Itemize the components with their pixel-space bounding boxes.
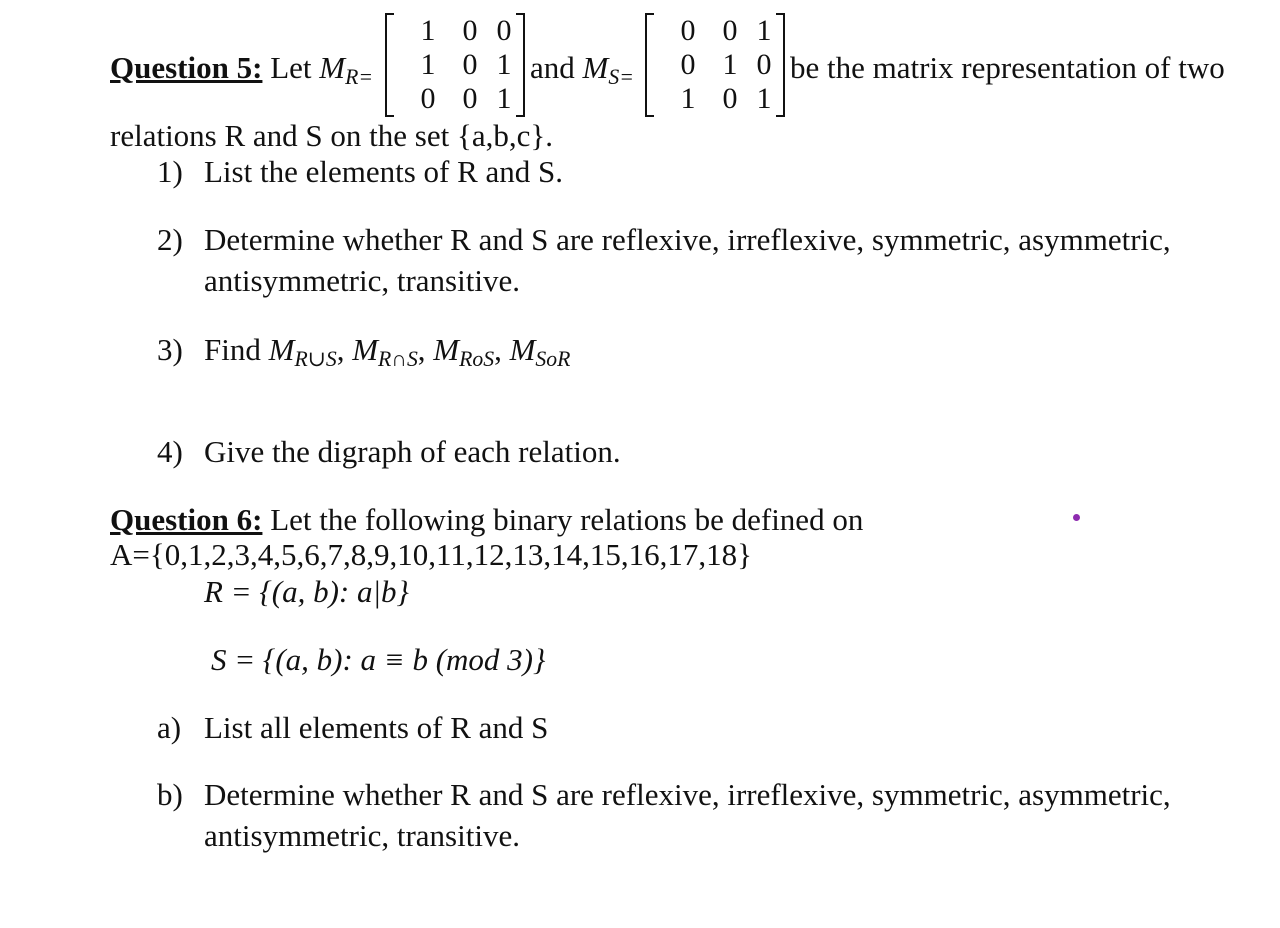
- q5-item-4-number: 4): [157, 434, 183, 469]
- q6-item-a-text: List all elements of R and S: [204, 710, 549, 745]
- question-6-intro: Let the following binary relations be defined on: [270, 502, 864, 537]
- matrix-r-cell: 0: [420, 82, 436, 115]
- q5-item-4-text: Give the digraph of each relation.: [204, 434, 621, 469]
- marker-dot: [1073, 514, 1080, 521]
- matrix-s-cell: 0: [680, 48, 696, 81]
- q6-item-b-text: Determine whether R and S are reflexive, irreflexive, symmetric, asymmetric,: [204, 777, 1171, 812]
- matrix-s-compose-r-subscript: SoR: [535, 347, 571, 372]
- matrix-r-symbol: M: [319, 50, 346, 85]
- matrix-union-subscript: R∪S: [294, 347, 337, 372]
- question-5-label: Question 5:: [110, 50, 263, 85]
- find-text: Find: [204, 332, 261, 367]
- q6-set-line: A={0,1,2,3,4,5,6,7,8,9,10,11,12,13,14,15,16,17,18}: [110, 537, 752, 572]
- matrix-s-right-bracket: [776, 13, 785, 117]
- matrix-intersection-symbol: M: [352, 332, 379, 367]
- q6-item-b-text-continued: antisymmetric, transitive.: [204, 818, 520, 853]
- matrix-s-symbol: M: [582, 50, 609, 85]
- matrix-s-left-bracket: [645, 13, 654, 117]
- matrix-r-cell: 1: [496, 82, 512, 115]
- matrix-r: [385, 14, 525, 120]
- q5-item-2-text-continued: antisymmetric, transitive.: [204, 263, 520, 298]
- separator: ,: [336, 332, 345, 367]
- matrix-r-compose-s-symbol: M: [433, 332, 460, 367]
- matrix-r-cell: 0: [462, 48, 478, 81]
- q5-item-2-number: 2): [157, 222, 183, 257]
- matrix-s-cell: 0: [722, 14, 738, 47]
- matrix-s-cell: 1: [722, 48, 738, 81]
- let-text: Let: [270, 50, 312, 85]
- matrix-r-subscript: R=: [345, 65, 373, 90]
- matrix-r-cell: 0: [496, 14, 512, 47]
- question-6-label: Question 6:: [110, 502, 263, 537]
- q5-set-line: relations R and S on the set {a,b,c}.: [110, 118, 554, 153]
- matrix-s-compose-r-symbol: M: [509, 332, 536, 367]
- matrix-r-compose-s-subscript: RoS: [459, 347, 495, 372]
- q5-item-2-text: Determine whether R and S are reflexive, irreflexive, symmetric, asymmetric,: [204, 222, 1171, 257]
- separator: ,: [494, 332, 502, 367]
- and-ms-label: [530, 50, 634, 90]
- matrix-s: [645, 14, 785, 120]
- q6-item-b-number: b): [157, 777, 183, 812]
- matrix-r-cell: 1: [420, 48, 436, 81]
- q5-item-3-text: [204, 332, 571, 372]
- q5-item-1-text: List the elements of R and S.: [204, 154, 564, 189]
- q5-item-1-number: 1): [157, 154, 183, 189]
- matrix-r-cell: 0: [462, 14, 478, 47]
- relation-s-definition: S = {(a, b): a ≡ b (mod 3)}: [211, 642, 546, 677]
- matrix-s-cell: 0: [680, 14, 696, 47]
- matrix-s-subscript: S=: [608, 65, 634, 90]
- question-6-header: [110, 504, 863, 535]
- separator: ,: [417, 332, 426, 367]
- q6-item-a-number: a): [157, 710, 182, 745]
- relation-r-definition: R = {(a, b): a|b}: [204, 574, 409, 609]
- question-5-header: [110, 50, 373, 90]
- matrix-s-cell: 0: [756, 48, 772, 81]
- matrix-s-cell: 1: [680, 82, 696, 115]
- matrix-r-right-bracket: [516, 13, 525, 117]
- matrix-union-symbol: M: [268, 332, 295, 367]
- matrix-intersection-subscript: R∩S: [378, 347, 418, 372]
- matrix-s-cell: 1: [756, 14, 772, 47]
- q5-item-3-number: 3): [157, 332, 183, 367]
- matrix-r-cell: 1: [496, 48, 512, 81]
- matrix-r-cell: 1: [420, 14, 436, 47]
- matrix-s-cell: 1: [756, 82, 772, 115]
- q5-header-tail: be the matrix representation of two: [790, 50, 1225, 85]
- matrix-r-left-bracket: [385, 13, 394, 117]
- matrix-r-cell: 0: [462, 82, 478, 115]
- matrix-s-cell: 0: [722, 82, 738, 115]
- and-text: and: [530, 50, 575, 85]
